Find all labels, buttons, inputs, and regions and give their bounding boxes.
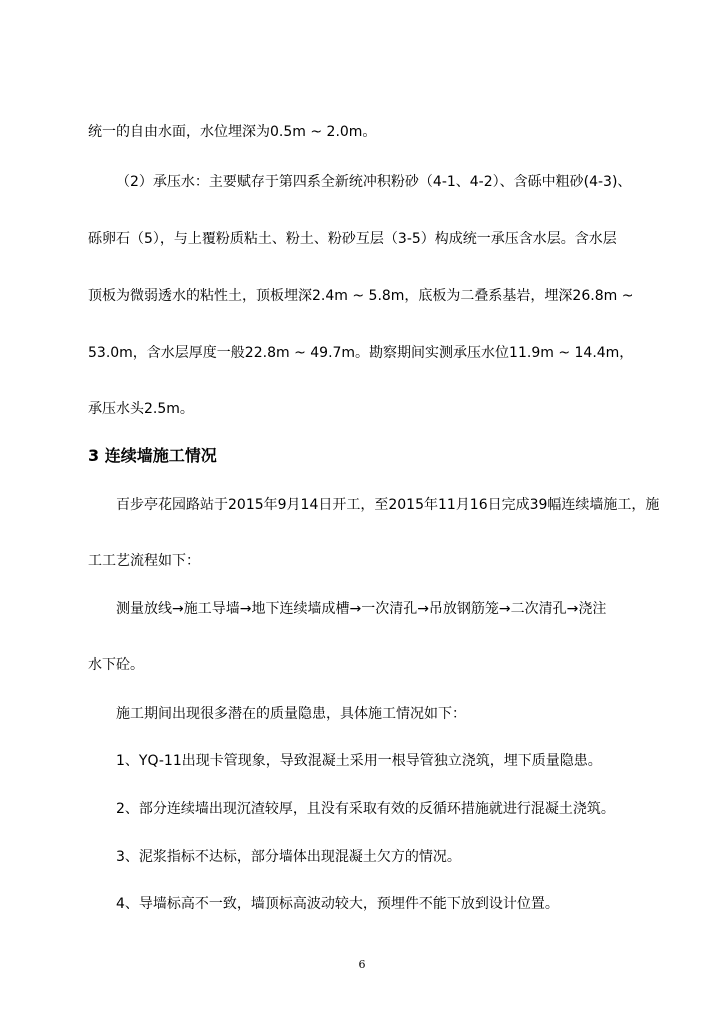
paragraph-line: 工工艺流程如下：: [88, 553, 200, 569]
paragraph-line: 53.0m，含水层厚度一般22.8m ~ 49.7m。勘察期间实测承压水位11.9m ~ 14.4m，: [88, 345, 634, 361]
paragraph-line: 顶板为微弱透水的粘性土，顶板埋深2.4m ~ 5.8m，底板为二叠系基岩，埋深26.8m ~: [88, 288, 634, 304]
page-number: 6: [358, 958, 366, 971]
paragraph-line: 百步亭花园路站于2015年9月14日开工，至2015年11月16日完成39幅连续墙施工，施: [116, 497, 660, 513]
paragraph-line: 统一的自由水面，水位埋深为0.5m ~ 2.0m。: [88, 124, 377, 140]
paragraph-line: 砾卵石（5），与上覆粉质粘土、粉土、粉砂互层（3-5）构成统一承压含水层。含水层: [88, 231, 617, 247]
list-item: 1、YQ-11出现卡管现象，导致混凝土采用一根导管独立浇筑，埋下质量隐患。: [116, 753, 602, 769]
process-flow-line: 水下砼。: [88, 657, 144, 673]
paragraph-line: 施工期间出现很多潜在的质量隐患，具体施工情况如下：: [116, 706, 466, 722]
paragraph-line: （2）承压水：主要赋存于第四系全新统冲积粉砂（4-1、4-2）、含砾中粗砂(4-3)、: [116, 174, 632, 190]
section-heading: 3 连续墙施工情况: [88, 446, 217, 465]
list-item: 4、导墙标高不一致，墙顶标高波动较大，预埋件不能下放到设计位置。: [116, 896, 559, 912]
process-flow-line: 测量放线→施工导墙→地下连续墙成槽→一次清孔→吊放钢筋笼→二次清孔→浇注: [116, 601, 607, 617]
list-item: 2、部分连续墙出现沉渣较厚，且没有采取有效的反循环措施就进行混凝土浇筑。: [116, 801, 615, 817]
paragraph-line: 承压水头2.5m。: [88, 401, 194, 417]
list-item: 3、泥浆指标不达标，部分墙体出现混凝土欠方的情况。: [116, 849, 461, 865]
